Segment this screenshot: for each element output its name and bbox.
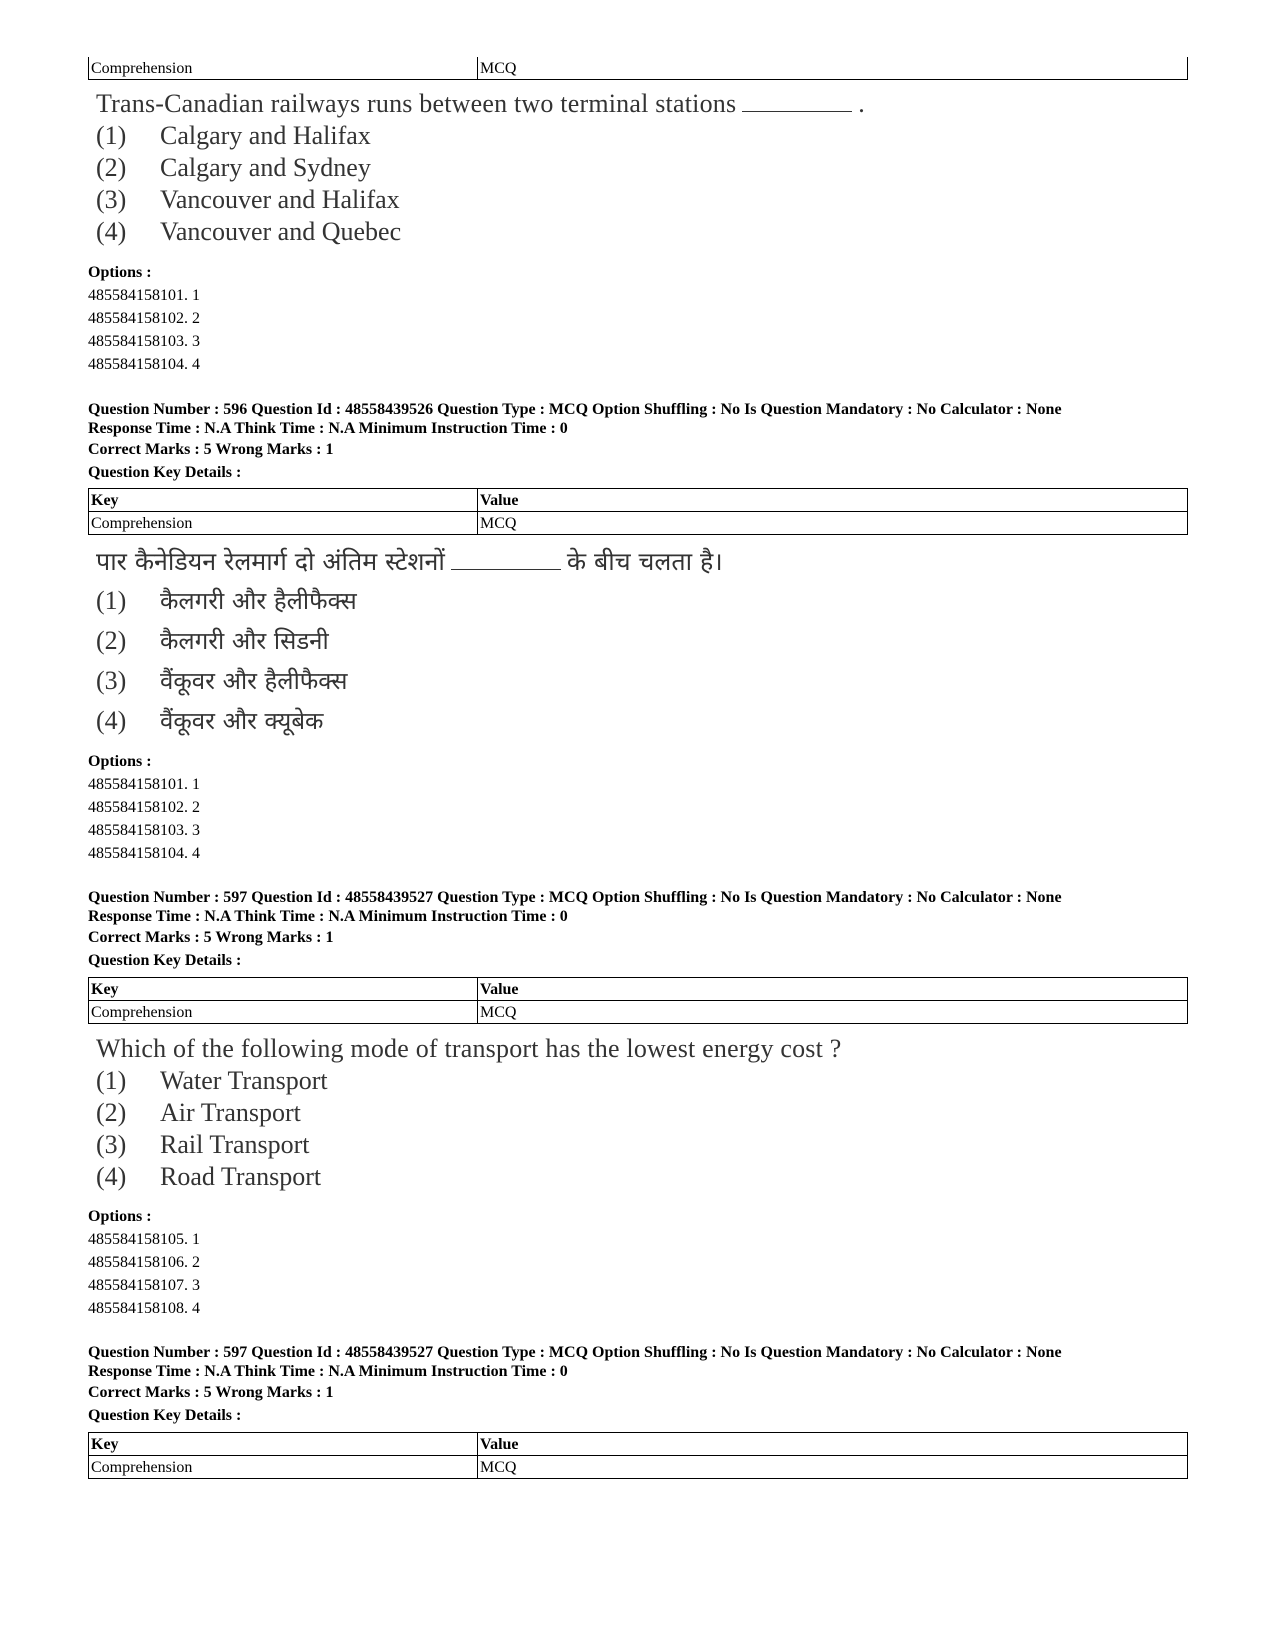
choice-number: (3): [96, 1130, 127, 1159]
choice: [96, 120, 1188, 152]
question-image-hindi-railways: [88, 543, 1188, 741]
column-header-key: Key: [89, 978, 478, 1001]
column-header-key: Key: [89, 489, 478, 512]
answer-blank: [742, 93, 852, 112]
column-header-value: Value: [478, 489, 1188, 512]
question-stem-text: Trans-Canadian railways runs between two terminal stations: [96, 89, 737, 118]
choice: [96, 701, 1188, 741]
option-id: 485584158105. 1: [88, 1231, 200, 1248]
option-id: 485584158104. 4: [88, 845, 200, 862]
choice-text: Water Transport: [160, 1066, 328, 1095]
choice-text: Calgary and Halifax: [160, 121, 371, 150]
option-id: 485584158103. 3: [88, 822, 200, 839]
table-row: [89, 57, 1188, 80]
question-meta-line: Question Number : 597 Question Id : 48558439527 Question Type : MCQ Option Shuffling : No Is Question Mandatory : No Calculator : None: [88, 1344, 1062, 1361]
choice-text: वैंकूवर और क्यूबेक: [160, 707, 324, 735]
table-header-row: [89, 978, 1188, 1001]
question-meta-line: Response Time : N.A Think Time : N.A Minimum Instruction Time : 0: [88, 1363, 568, 1380]
choice-text: Vancouver and Quebec: [160, 217, 402, 246]
choice-number: (4): [96, 706, 127, 735]
question-meta-597-repeat: [88, 1343, 1188, 1427]
top-key-table: [88, 57, 1188, 80]
choice-number: (2): [96, 1098, 127, 1127]
choice: [96, 1129, 1188, 1161]
question-stem-end: के बीच चलता है।: [566, 547, 723, 576]
options-block: [88, 1199, 1188, 1320]
options-label: Options :: [88, 753, 152, 770]
column-header-value: Value: [478, 1433, 1188, 1456]
question-stem: Which of the following mode of transport has the lowest energy cost ?: [96, 1034, 842, 1063]
question-image-english-railways: [88, 88, 1188, 248]
options-label: Options :: [88, 1208, 152, 1225]
marks-line: Correct Marks : 5 Wrong Marks : 1: [88, 441, 334, 458]
key-table-596: [88, 488, 1188, 535]
question-meta-line: Question Number : 597 Question Id : 48558439527 Question Type : MCQ Option Shuffling : No Is Question Mandatory : No Calculator : None: [88, 889, 1062, 906]
option-id: 485584158107. 3: [88, 1277, 200, 1294]
choice: [96, 1065, 1188, 1097]
option-id: 485584158104. 4: [88, 356, 200, 373]
option-id: 485584158108. 4: [88, 1300, 200, 1317]
choice-number: (1): [96, 586, 127, 615]
option-id: 485584158101. 1: [88, 287, 200, 304]
column-header-key: Key: [89, 1433, 478, 1456]
choice: [96, 152, 1188, 184]
choice-number: (2): [96, 153, 127, 182]
table-row: [89, 1001, 1188, 1024]
choice-text: Vancouver and Halifax: [160, 185, 400, 214]
question-meta-line: Response Time : N.A Think Time : N.A Minimum Instruction Time : 0: [88, 908, 568, 925]
key-table-597: [88, 977, 1188, 1024]
value-cell: MCQ: [478, 1001, 1188, 1024]
key-cell: Comprehension: [89, 57, 478, 80]
value-cell: MCQ: [478, 512, 1188, 535]
table-header-row: [89, 489, 1188, 512]
option-id: 485584158103. 3: [88, 333, 200, 350]
question-meta-line: Response Time : N.A Think Time : N.A Minimum Instruction Time : 0: [88, 420, 568, 437]
options-block: [88, 255, 1188, 376]
question-meta-596: [88, 400, 1188, 484]
choice-text: Calgary and Sydney: [160, 153, 371, 182]
question-stem: [96, 88, 1188, 120]
choice-number: (3): [96, 185, 127, 214]
choice-text: कैलगरी और सिडनी: [160, 627, 329, 655]
key-details-label: Question Key Details :: [88, 1407, 242, 1424]
options-block: [88, 744, 1188, 865]
answer-blank: [451, 551, 561, 570]
question-meta-597: [88, 888, 1188, 972]
choice: [96, 621, 1188, 661]
choice-text: कैलगरी और हैलीफैक्स: [160, 587, 357, 615]
key-table-597-repeat: [88, 1432, 1188, 1479]
choice-number: (1): [96, 121, 127, 150]
choice: [96, 184, 1188, 216]
key-cell: Comprehension: [89, 1001, 478, 1024]
choice-number: (2): [96, 626, 127, 655]
choice-text: Air Transport: [160, 1098, 301, 1127]
option-id: 485584158106. 2: [88, 1254, 200, 1271]
key-details-label: Question Key Details :: [88, 464, 242, 481]
choice-text: Road Transport: [160, 1162, 322, 1191]
choice-number: (4): [96, 1162, 127, 1191]
choice-number: (1): [96, 1066, 127, 1095]
question-meta-line: Question Number : 596 Question Id : 48558439526 Question Type : MCQ Option Shuffling : No Is Question Mandatory : No Calculator : None: [88, 401, 1062, 418]
key-cell: Comprehension: [89, 1456, 478, 1479]
key-details-label: Question Key Details :: [88, 952, 242, 969]
choice-number: (4): [96, 217, 127, 246]
choice-text: वैंकूवर और हैलीफैक्स: [160, 667, 348, 695]
options-label: Options :: [88, 264, 152, 281]
key-cell: Comprehension: [89, 512, 478, 535]
choice: [96, 661, 1188, 701]
choice: [96, 1097, 1188, 1129]
question-stem-text: पार कैनेडियन रेलमार्ग दो अंतिम स्टेशनों: [96, 547, 445, 576]
question-stem: [96, 543, 1188, 581]
question-image-english-transport: [88, 1033, 1188, 1193]
option-id: 485584158101. 1: [88, 776, 200, 793]
choice: [96, 1161, 1188, 1193]
value-cell: MCQ: [478, 57, 1188, 80]
column-header-value: Value: [478, 978, 1188, 1001]
choice-number: (3): [96, 666, 127, 695]
table-row: [89, 1456, 1188, 1479]
option-id: 485584158102. 2: [88, 310, 200, 327]
table-header-row: [89, 1433, 1188, 1456]
choice-text: Rail Transport: [160, 1130, 310, 1159]
option-id: 485584158102. 2: [88, 799, 200, 816]
choice: [96, 581, 1188, 621]
marks-line: Correct Marks : 5 Wrong Marks : 1: [88, 1384, 334, 1401]
question-stem-end: .: [858, 89, 865, 118]
table-row: [89, 512, 1188, 535]
marks-line: Correct Marks : 5 Wrong Marks : 1: [88, 929, 334, 946]
choice: [96, 216, 1188, 248]
value-cell: MCQ: [478, 1456, 1188, 1479]
